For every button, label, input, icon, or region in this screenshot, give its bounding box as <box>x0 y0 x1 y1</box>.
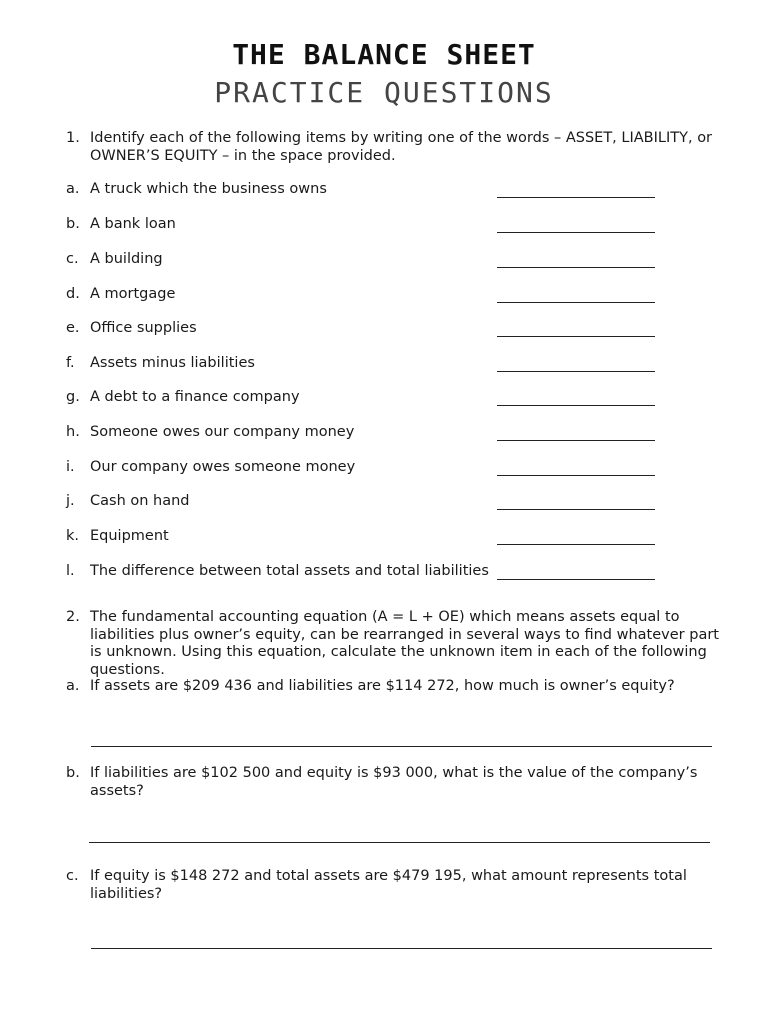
q2-item-c-letter: c. <box>66 868 79 884</box>
item-letter: l. <box>66 563 75 579</box>
worksheet-title: THE BALANCE SHEET <box>232 38 536 71</box>
answer-blank-b[interactable] <box>497 232 655 233</box>
answer-line-a[interactable] <box>91 746 712 747</box>
q2-item-b-letter: b. <box>66 765 80 781</box>
item-text: Our company owes someone money <box>90 459 356 475</box>
q1-item-l <box>0 563 768 583</box>
answer-blank-a[interactable] <box>497 197 655 198</box>
item-text: Office supplies <box>90 320 197 336</box>
answer-line-c[interactable] <box>91 948 712 949</box>
item-letter: f. <box>66 355 75 371</box>
answer-blank-j[interactable] <box>497 509 655 510</box>
q1-item-i <box>0 459 768 479</box>
q1-item-b <box>0 216 768 236</box>
item-letter: i. <box>66 459 75 475</box>
q1-item-d <box>0 286 768 306</box>
answer-blank-h[interactable] <box>497 440 655 441</box>
answer-blank-f[interactable] <box>497 371 655 372</box>
answer-blank-k[interactable] <box>497 544 655 545</box>
item-letter: j. <box>66 493 75 509</box>
item-letter: k. <box>66 528 80 544</box>
answer-blank-d[interactable] <box>497 302 655 303</box>
q2-item-c-text: If equity is $148 272 and total assets are $479 195, what amount represents total liabilities? <box>90 868 687 902</box>
q1-item-h <box>0 424 768 444</box>
answer-blank-l[interactable] <box>497 579 655 580</box>
answer-blank-e[interactable] <box>497 336 655 337</box>
answer-blank-g[interactable] <box>497 405 655 406</box>
item-text: Assets minus liabilities <box>90 355 255 371</box>
item-text: Someone owes our company money <box>90 424 355 440</box>
question-1-text: Identify each of the following items by writing one of the words – ASSET, LIABILITY, or OWNER’S EQUITY – in the space provided. <box>90 130 713 164</box>
item-letter: c. <box>66 251 79 267</box>
question-2-text: The fundamental accounting equation (A = L + OE) which means assets equal to liabilities plus owner’s equity, can be rearranged in several ways to find whatever part is unknown. Using this equation, calculate the unknown item in each of the following questions. <box>90 609 719 678</box>
answer-blank-i[interactable] <box>497 475 655 476</box>
answer-blank-c[interactable] <box>497 267 655 268</box>
item-letter: a. <box>66 181 80 197</box>
item-letter: d. <box>66 286 80 302</box>
q2-item-a-letter: a. <box>66 678 80 694</box>
worksheet-subtitle: PRACTICE QUESTIONS <box>214 76 554 109</box>
item-text: A debt to a finance company <box>90 389 300 405</box>
item-text: A building <box>90 251 163 267</box>
q1-item-k <box>0 528 768 548</box>
item-text: The difference between total assets and total liabilities <box>90 563 489 579</box>
question-1-number: 1. <box>66 130 80 146</box>
q1-item-f <box>0 355 768 375</box>
q1-item-e <box>0 320 768 340</box>
item-letter: b. <box>66 216 80 232</box>
answer-line-b[interactable] <box>89 842 710 843</box>
item-text: Cash on hand <box>90 493 190 509</box>
item-text: A truck which the business owns <box>90 181 327 197</box>
item-text: A bank loan <box>90 216 176 232</box>
item-letter: g. <box>66 389 80 405</box>
item-letter: h. <box>66 424 80 440</box>
q2-item-a-text: If assets are $209 436 and liabilities are $114 272, how much is owner’s equity? <box>90 678 675 694</box>
question-2-number: 2. <box>66 609 80 625</box>
q1-item-c <box>0 251 768 271</box>
item-text: Equipment <box>90 528 169 544</box>
q1-item-g <box>0 389 768 409</box>
q2-item-b-text: If liabilities are $102 500 and equity is $93 000, what is the value of the company’s assets? <box>90 765 698 799</box>
q1-item-j <box>0 493 768 513</box>
item-letter: e. <box>66 320 80 336</box>
item-text: A mortgage <box>90 286 176 302</box>
q1-item-a <box>0 181 768 201</box>
